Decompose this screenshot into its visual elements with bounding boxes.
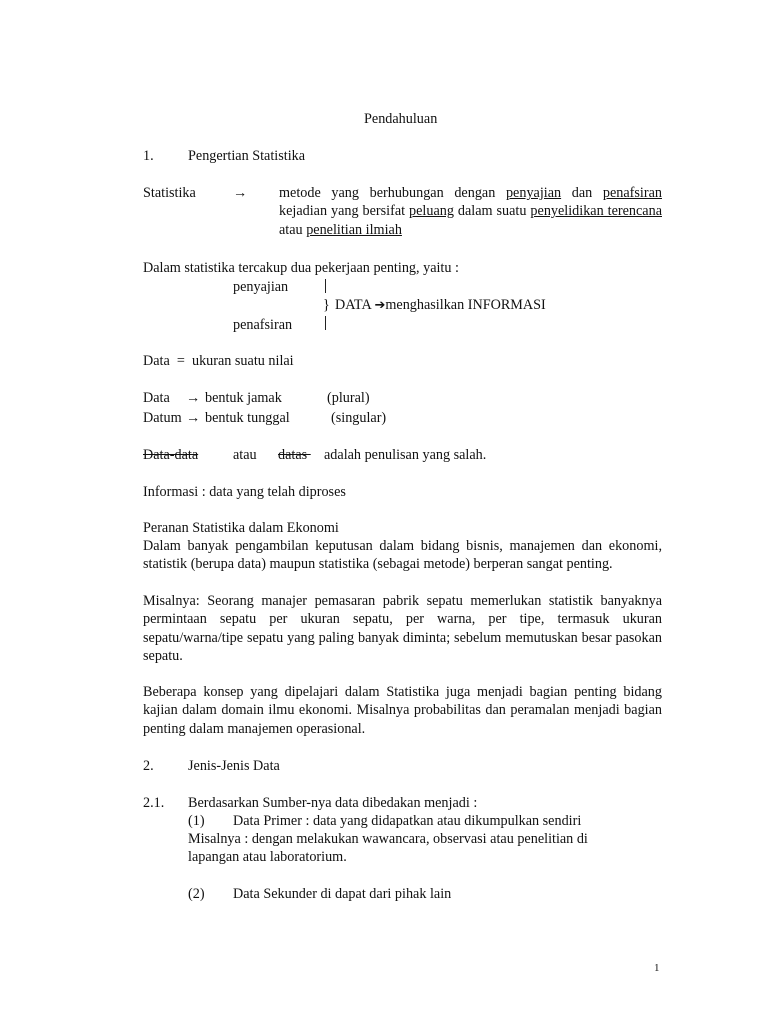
bold-arrow-icon: ➔ — [374, 298, 386, 313]
data-definition: Data = ukuran suatu nilai — [143, 353, 294, 369]
informasi-definition: Informasi : data yang telah diproses — [143, 484, 346, 500]
item-2-number: (2) — [188, 886, 205, 902]
section-2-heading: Jenis-Jenis Data — [188, 758, 280, 774]
definition-arrow: → — [233, 185, 248, 201]
section-2-1-number: 2.1. — [143, 795, 165, 811]
singular-word: Datum — [143, 410, 182, 426]
brace-top — [317, 279, 326, 293]
plural-word: Data — [143, 390, 170, 406]
singular-note: (singular) — [331, 410, 387, 426]
wrong-word-1: Data-data — [143, 447, 199, 463]
singular-arrow: → — [186, 410, 201, 426]
plural-arrow: → — [186, 390, 201, 406]
singular-desc: bentuk tunggal — [205, 410, 290, 426]
section-1-number: 1. — [143, 148, 154, 164]
peranan-paragraph-3: Beberapa konsep yang dipelajari dalam Statistika juga menjadi bagian penting bidang kajian dalam domain ilmu ekonomi. Misalnya probabilitas dan peramalan menjadi bagian penting dalam manajemen operasional. — [143, 684, 662, 737]
plural-note: (plural) — [327, 390, 370, 406]
task-item-penyajian: penyajian — [233, 279, 289, 295]
task-item-penafsiran: penafsiran — [233, 317, 293, 333]
wrong-word-2: datas — [278, 447, 311, 463]
definition-text: metode yang berhubungan dengan penyajian dan penafsiran kejadian yang bersifat peluang dalam suatu penyelidikan terencana atau penelitian ilmiah — [279, 185, 662, 238]
wrong-note: adalah penulisan yang salah. — [324, 447, 487, 463]
definition-term: Statistika — [143, 185, 196, 201]
peranan-paragraph-1: Dalam banyak pengambilan keputusan dalam bidang bisnis, manajemen dan ekonomi, statistik (berupa data) maupun statistika (sebagai metode) berperan sangat penting. — [143, 538, 662, 573]
section-1-heading: Pengertian Statistika — [188, 148, 306, 164]
tasks-intro: Dalam statistika tercakup dua pekerjaan penting, yaitu : — [143, 260, 459, 276]
item-2-text: Data Sekunder di dapat dari pihak lain — [233, 886, 452, 902]
peranan-heading: Peranan Statistika dalam Ekonomi — [143, 520, 339, 536]
brace-bottom — [317, 316, 326, 330]
item-1-example: Misalnya : dengan melakukan wawancara, observasi atau penelitian di lapangan atau laboratorium. — [188, 831, 588, 866]
peranan-paragraph-2: Misalnya: Seorang manajer pemasaran pabrik sepatu memerlukan statistik banyaknya permintaan sepatu per ukuran sepatu, per warna, per tipe, termasuk ukuran sepatu/warna/tipe sepatu yang paling banyak diminta; sebelum memutuskan besar pasokan sepatu. — [143, 593, 662, 664]
brace-middle: } — [323, 297, 330, 313]
page-number: 1 — [654, 962, 660, 974]
wrong-connector: atau — [233, 447, 257, 463]
task-result: DATA ➔menghasilkan INFORMASI — [335, 297, 546, 313]
page-title: Pendahuluan — [364, 111, 438, 127]
item-1-number: (1) — [188, 813, 205, 829]
section-2-1-heading: Berdasarkan Sumber-nya data dibedakan menjadi : — [188, 795, 478, 811]
section-2-number: 2. — [143, 758, 154, 774]
plural-desc: bentuk jamak — [205, 390, 282, 406]
item-1-text: Data Primer : data yang didapatkan atau dikumpulkan sendiri — [233, 813, 582, 829]
